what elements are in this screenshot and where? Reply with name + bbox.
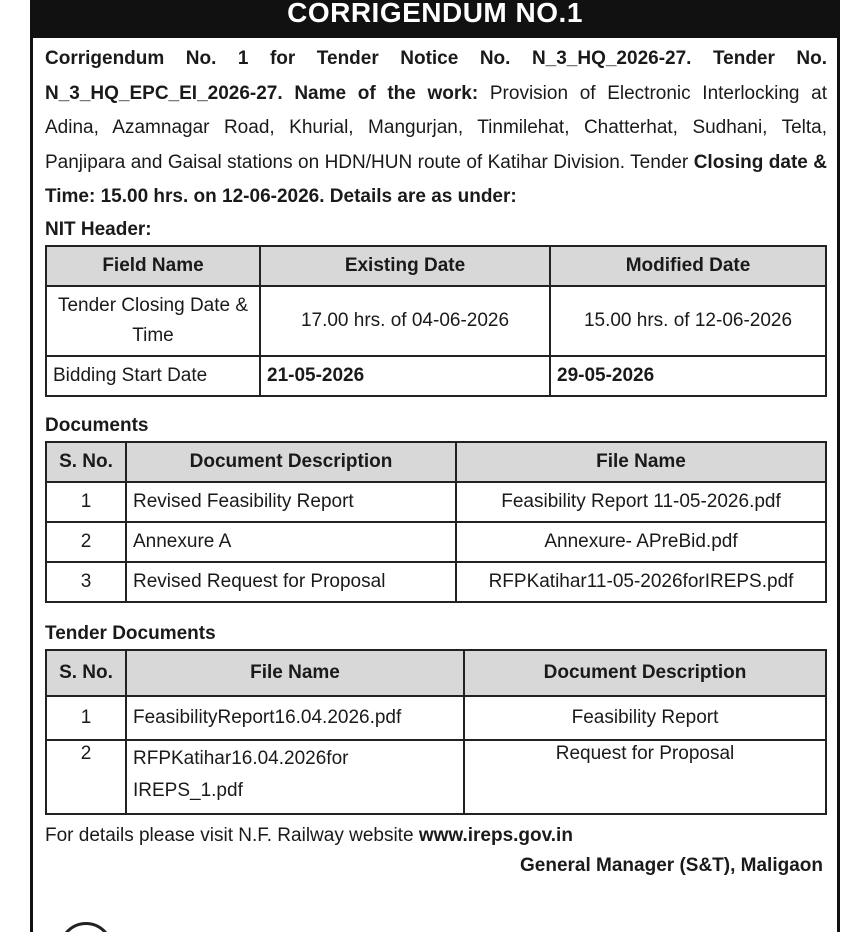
table-cell: 15.00 hrs. of 12-06-2026 [550, 286, 826, 356]
table-cell: Annexure- APreBid.pdf [456, 522, 826, 562]
table-cell: 29-05-2026 [550, 356, 826, 396]
table-cell: 1 [46, 482, 126, 522]
table-cell: 1 [46, 696, 126, 740]
documents-title: Documents [45, 414, 149, 436]
nit-header-title: NIT Header: [45, 218, 152, 240]
table-cell: Feasibility Report [464, 696, 826, 740]
table-row [46, 522, 826, 562]
notice-frame [30, 0, 840, 932]
website-link[interactable]: www.ireps.gov.in [418, 824, 573, 846]
table-cell: 17.00 hrs. of 04-06-2026 [260, 286, 550, 356]
table-header-row [46, 246, 826, 286]
table-cell: 3 [46, 562, 126, 602]
table-cell: Revised Request for Proposal [126, 562, 456, 602]
table-row [46, 562, 826, 602]
column-header: S. No. [46, 650, 126, 696]
work-name-label: Name of the work: [294, 82, 479, 104]
table-cell: Tender Closing Date & Time [46, 286, 260, 356]
table-cell: Feasibility Report 11-05-2026.pdf [456, 482, 826, 522]
notice-content [33, 38, 837, 881]
table-cell: Annexure A [126, 522, 456, 562]
column-header: Document Description [464, 650, 826, 696]
table-cell: 21-05-2026 [260, 356, 550, 396]
footer-text: For details please visit N.F. Railway website [45, 824, 414, 846]
banner-title: CORRIGENDUM NO.1 [33, 0, 837, 38]
table-cell: RFPKatihar11-05-2026forIREPS.pdf [456, 562, 826, 602]
table-cell: Bidding Start Date [46, 356, 260, 396]
intro-paragraph [45, 42, 827, 215]
table-cell: 2 [46, 522, 126, 562]
intro-reference: Corrigendum No. 1 for Tender Notice No. N_3_HQ_2026-27. Tender No. N_3_HQ_EPC_EI_2026-27. [45, 48, 827, 104]
railway-logo-icon [59, 922, 113, 932]
table-cell: 2 [46, 740, 126, 814]
table-header-row [46, 442, 826, 482]
column-header: File Name [456, 442, 826, 482]
column-header: File Name [126, 650, 464, 696]
tender-documents-table [45, 649, 827, 815]
table-row [46, 482, 826, 522]
column-header: Modified Date [550, 246, 826, 286]
tender-documents-title: Tender Documents [45, 622, 216, 644]
column-header: Existing Date [260, 246, 550, 286]
table-row [46, 286, 826, 356]
signature: General Manager (S&T), Maligaon [520, 854, 823, 876]
column-header: Field Name [46, 246, 260, 286]
table-row [46, 356, 826, 396]
column-header: S. No. [46, 442, 126, 482]
work-description: Provision of Electronic Interlocking at Adina, Azamnagar Road, Khurial, Mangurjan, Tinmilehat, Chatterhat, Sudhani, Telta, Panjipara and Gaisal stations on HDN/HUN route of Katihar Division. Tender [45, 82, 827, 173]
column-header: Document Description [126, 442, 456, 482]
documents-table [45, 441, 827, 603]
nit-header-table [45, 245, 827, 397]
table-cell: Revised Feasibility Report [126, 482, 456, 522]
table-cell: RFPKatihar16.04.2026for IREPS_1.pdf [126, 740, 464, 814]
footer-note [45, 821, 827, 851]
table-cell: FeasibilityReport16.04.2026.pdf [126, 696, 464, 740]
table-cell: Request for Proposal [464, 740, 826, 814]
table-row [46, 696, 826, 740]
table-header-row [46, 650, 826, 696]
closing-info: Closing date & Time: 15.00 hrs. on 12-06-2026. Details are as under: [45, 151, 827, 207]
table-row [46, 740, 826, 814]
